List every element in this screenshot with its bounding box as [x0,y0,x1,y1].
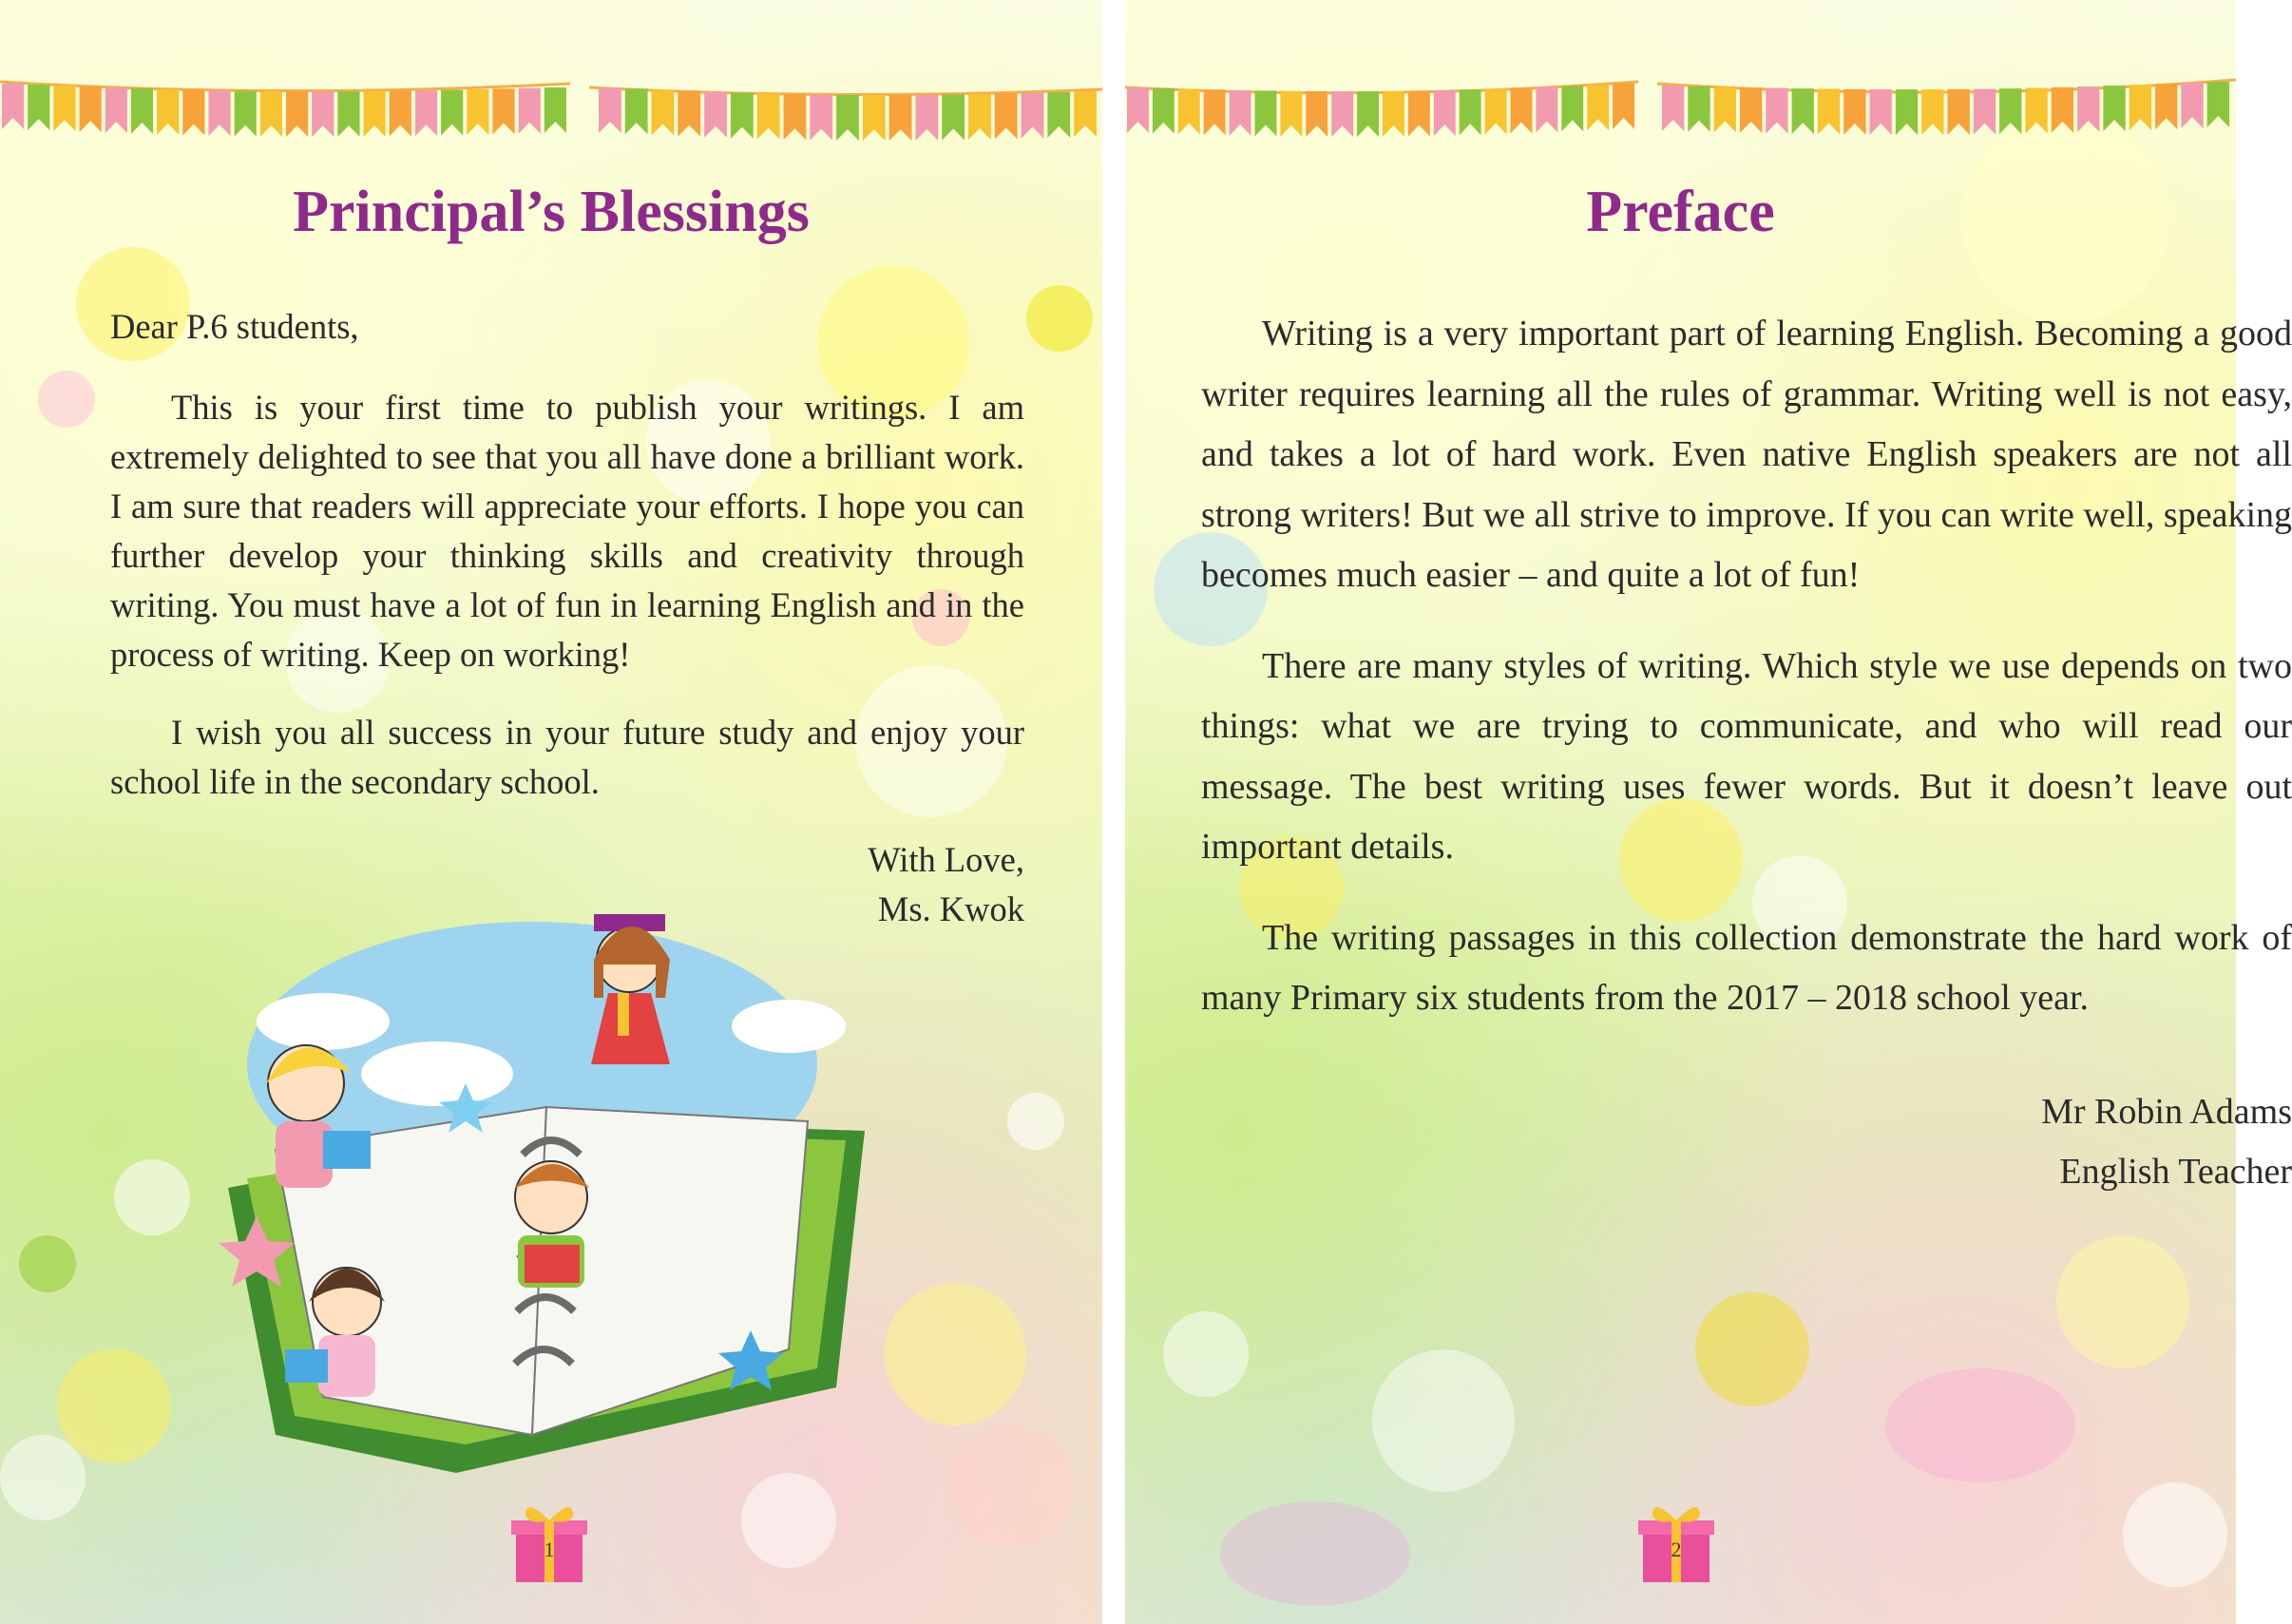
bunting-flag [1843,89,1865,135]
bunting-flag [519,88,541,134]
bunting-flag [2103,86,2125,131]
bunting-flag [784,94,807,140]
bunting-flag [1999,88,2021,134]
gift-icon [511,1501,587,1587]
bunting-flag [467,89,488,135]
bunting-flag [53,86,75,131]
bunting-flag [2155,84,2177,129]
bunting-flag [731,93,754,139]
bunting-flag [704,92,727,138]
bunting-flag [364,91,386,137]
bunting-flag [1357,91,1379,137]
bunting-flag [652,89,675,135]
bunting-flag [390,91,411,137]
bunting-flag [105,87,127,133]
bunting-flag [1511,88,1533,134]
bunting-flag [1948,89,1970,135]
bunting-flag [286,91,308,137]
bunting-flag [1306,91,1327,137]
preface-text [1201,304,2292,1203]
bunting-flag [2130,85,2151,130]
bunting-flag [915,95,938,141]
bunting-flag [2,84,24,129]
bunting-flag [235,91,257,137]
bunting-flag [441,90,463,136]
bunting-flag [1587,85,1609,130]
bunting-flag [1460,89,1481,135]
bunting-flag [1331,91,1353,137]
bunting-flag [2077,86,2099,132]
bunting-flag [1974,89,1996,135]
letter-paragraph: I wish you all success in your future study and enjoy your school life in the secondary school. [110,713,1024,801]
bunting-flag [492,88,514,134]
author-name: Mr Robin Adams [2041,1091,2292,1132]
page-number: 2 [1671,1538,1682,1561]
bunting-flag [157,89,179,135]
bunting-flag [80,86,102,132]
bunting-flag [1688,86,1709,132]
bunting-flag [208,90,230,136]
bunting-flag [2207,82,2229,127]
bunting-flag [1434,90,1456,136]
bunting-flag [182,90,204,136]
bunting-flag [1485,88,1507,134]
bunting-flag [863,95,886,141]
bunting-flag [1740,87,1762,133]
bunting-flag [2025,88,2047,134]
bunting-flag [1022,93,1044,139]
preface-paragraph: Writing is a very important part of learning English. Becoming a good writer requires learning all the rules of grammar. Writing well is not easy, and takes a lot of hard work. Even native English speakers are not all strong writers! But we all strive to improve. If you can write well, speaking becomes much easier – and quite a lot of fun! [1201,314,2292,595]
bunting-flag [1662,86,1684,131]
bunting-flag [1255,90,1277,136]
bunting-flag [1561,86,1583,131]
bunting-flag [836,95,859,141]
bunting-flag [131,88,153,134]
bunting-flag [2181,83,2203,128]
preface-paragraph: There are many styles of writing. Which style we use depends on two things: what we are trying to communicate, and who will read our message. The best writing uses fewer words. But it doesn’t leave out important details. [1201,645,2292,867]
bunting-flag [1613,84,1634,129]
bunting-flag [1870,89,1892,135]
bunting-flag [1280,91,1302,137]
letter-paragraph: This is your first time to publish your writings. I am extremely delighted to see that you all have done a brilliant work. I am sure that readers will appreciate your efforts. I hope you can further develop your thinking skills and creativity through writing. You must have a lot of fun in learning English and in the process of writing. Keep on working! [110,388,1024,674]
greeting: Dear P.6 students, [110,307,359,346]
bunting-flag [312,91,334,137]
bunting-flag [1766,88,1787,134]
principal-letter [110,302,1024,934]
bunting-flag [415,90,437,136]
bunting-flag [1153,88,1175,134]
gift-icon [1638,1501,1714,1587]
left-page [0,0,1102,1624]
signature: Ms. Kwok [877,889,1024,928]
children-reading-book-illustration [219,903,884,1511]
bunting-flag [1818,89,1840,135]
bunting-flag [1074,91,1097,137]
author-role: English Teacher [2059,1152,2292,1192]
page-title: Principal’s Blessings [293,180,810,244]
bunting-flag [625,88,648,134]
bunting-flag [1127,87,1149,133]
bunting-flag [1896,89,1918,135]
right-page [1125,0,2292,1624]
bunting-flag [337,91,359,137]
bunting-flag [942,94,965,140]
bunting-flag [889,95,912,141]
bunting-flag [260,91,282,137]
bunting-flag [1204,89,1226,135]
bunting-flag [995,93,1018,139]
bunting-flag [1383,91,1404,137]
bunting-flag [1921,89,1943,135]
bunting-flag [1714,86,1736,132]
bunting-decoration [1125,74,2236,160]
bunting-flag [757,94,780,140]
bunting-flag [544,87,566,133]
bunting-flag [1178,89,1200,135]
bunting-flag [1408,91,1430,137]
page-number: 1 [544,1538,555,1561]
bunting-flag [1230,90,1251,136]
bunting-flag [599,87,621,133]
bunting-flag [2052,87,2073,133]
bunting-flag [28,85,49,130]
page-gutter [1102,0,1125,1624]
preface-paragraph: The writing passages in this collection demonstrate the hard work of many Primary six students from the 2017 – 2018 school year. [1201,917,2292,1018]
bunting-flag [1047,92,1070,138]
bunting-flag [678,91,700,137]
page-title: Preface [1586,180,1775,244]
bunting-flag [810,95,832,141]
bunting-flag [968,94,991,140]
bunting-flag [1536,86,1557,132]
closing: With Love, [868,840,1024,879]
bunting-flag [1792,88,1814,134]
bunting-decoration [0,74,1102,160]
